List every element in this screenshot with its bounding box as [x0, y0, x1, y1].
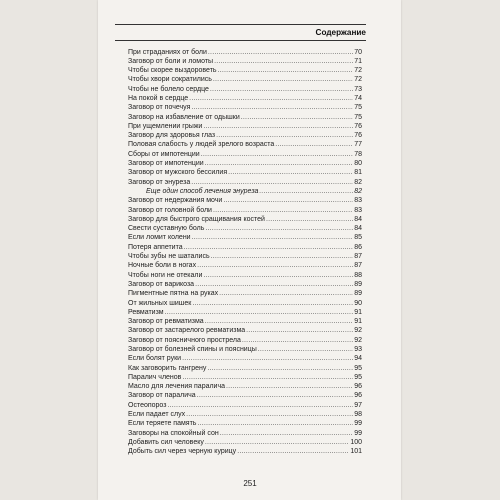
toc-entry-title: Заговор от боли и ломоты: [128, 57, 214, 65]
toc-entry-title: Ночные боли в ногах: [128, 262, 197, 270]
toc-entry: [128, 159, 362, 168]
toc-entry-title: Пигментные пятна на руках: [128, 290, 219, 298]
dot-leader: [184, 243, 354, 252]
toc-entry-title: Заговор для здоровья глаз: [128, 132, 216, 140]
toc-entry: [128, 168, 362, 177]
toc-entry-title: Заговор от недержания мочи: [128, 197, 223, 205]
dot-leader: [195, 280, 353, 289]
dot-leader: [203, 122, 353, 131]
toc-entry-title: Заговор от поясничного прострела: [128, 336, 241, 344]
toc-entry: [128, 280, 362, 289]
toc-entry-page: 96: [354, 392, 362, 400]
toc-entry-title: Добавить сил человеку: [128, 438, 204, 446]
toc-entry: [128, 345, 362, 354]
toc-entry: [128, 438, 362, 447]
toc-entry-page: 71: [354, 57, 362, 65]
toc-entry-page: 76: [354, 122, 362, 130]
toc-entry-title: Чтобы зубы не шатались: [128, 253, 210, 261]
dot-leader: [197, 419, 353, 428]
toc-entry-title: На покой в сердце: [128, 94, 189, 102]
toc-entry-title: Чтобы хвори сократились: [128, 76, 212, 84]
toc-entry-page: 72: [354, 67, 362, 75]
toc-entry-title: Заговор от импотенции: [128, 160, 204, 168]
toc-entry-page: 75: [354, 104, 362, 112]
dot-leader: [205, 438, 349, 447]
toc-entry-title: Сборы от импотенции: [128, 150, 200, 158]
toc-entry: [128, 57, 362, 66]
page-title: Содержание: [315, 28, 366, 37]
toc-entry: [128, 196, 362, 205]
toc-entry: [128, 215, 362, 224]
dot-leader: [203, 271, 353, 280]
dot-leader: [165, 308, 354, 317]
toc-entry: [128, 103, 362, 112]
toc-entry-page: 83: [354, 206, 362, 214]
toc-entry: [128, 308, 362, 317]
toc-entry: [128, 178, 362, 187]
toc-entry-page: 85: [354, 234, 362, 242]
dot-leader: [214, 57, 353, 66]
toc-entry-page: 76: [354, 132, 362, 140]
dot-leader: [205, 317, 354, 326]
toc-entry-title: От жильных шишек: [128, 299, 192, 307]
toc-entry-page: 91: [354, 318, 362, 326]
toc-entry-page: 74: [354, 94, 362, 102]
dot-leader: [223, 196, 353, 205]
toc-entry: [128, 299, 362, 308]
dot-leader: [241, 113, 353, 122]
toc-entry-page: 91: [354, 308, 362, 316]
page-number: 251: [243, 479, 257, 488]
dot-leader: [275, 140, 353, 149]
toc-entry: [128, 391, 362, 400]
dot-leader: [226, 382, 353, 391]
toc-entry: [128, 75, 362, 84]
dot-leader: [167, 401, 353, 410]
toc-entry-page: 86: [354, 243, 362, 251]
toc-entry: [128, 419, 362, 428]
toc-entry-page: 101: [350, 448, 362, 456]
toc-entry-title: Ревматизм: [128, 308, 164, 316]
toc-entry-title: Заговор от энуреза: [128, 178, 191, 186]
running-header: [115, 24, 366, 41]
dot-leader: [213, 206, 353, 215]
dot-leader: [237, 447, 349, 456]
toc-entry-title: Если теряете память: [128, 420, 197, 428]
toc-entry-title: При ущемлении грыжи: [128, 122, 203, 130]
toc-entry-page: 83: [354, 197, 362, 205]
dot-leader: [207, 364, 353, 373]
toc-entry: [128, 113, 362, 122]
dot-leader: [191, 178, 353, 187]
toc-entry: [128, 410, 362, 419]
dot-leader: [201, 150, 354, 159]
toc-entry-page: 77: [354, 141, 362, 149]
toc-entry-page: 99: [354, 429, 362, 437]
toc-entry-title: Еще один способ лечения энуреза: [146, 187, 259, 195]
dot-leader: [205, 159, 354, 168]
toc-entry-title: При страданиях от боли: [128, 48, 207, 56]
toc-entry-page: 82: [354, 178, 362, 186]
dot-leader: [242, 336, 353, 345]
toc-entry-title: Заговоры на спокойный сон: [128, 429, 219, 437]
toc-entry-title: Заговор для быстрого сращивания костей: [128, 215, 265, 223]
toc-entry-page: 98: [354, 411, 362, 419]
toc-entry: [128, 233, 362, 242]
toc-entry-title: Заговор на избавление от одышки: [128, 113, 240, 121]
toc-entry-page: 94: [354, 355, 362, 363]
toc-entry-page: 88: [354, 271, 362, 279]
dot-leader: [259, 187, 353, 196]
toc-entry: [128, 289, 362, 298]
toc-entry-title: Заговор от почечуя: [128, 104, 191, 112]
toc-entry-title: Остеопороз: [128, 401, 167, 409]
toc-entry: [128, 354, 362, 363]
dot-leader: [258, 345, 353, 354]
toc-entry-title: Заговор от паралича: [128, 392, 196, 400]
toc-entry-title: Заговор от головной боли: [128, 206, 212, 214]
toc-entry-page: 80: [354, 160, 362, 168]
toc-entry: [128, 261, 362, 270]
toc-entry: [128, 243, 362, 252]
toc-entry: [128, 187, 362, 196]
toc-entry-title: Чтобы ноги не отекали: [128, 271, 203, 279]
toc-entry-title: Чтобы скорее выздороветь: [128, 67, 217, 75]
toc-entry-title: Заговор от варикоза: [128, 280, 195, 288]
toc-entry: [128, 364, 362, 373]
toc-entry: [128, 206, 362, 215]
toc-entry: [128, 373, 362, 382]
toc-entry-page: 70: [354, 48, 362, 56]
toc-entry: [128, 150, 362, 159]
toc-entry: [128, 382, 362, 391]
toc-entry: [128, 48, 362, 57]
toc-entry: [128, 131, 362, 140]
toc-entry-page: 75: [354, 113, 362, 121]
toc-entry: [128, 326, 362, 335]
dot-leader: [220, 429, 353, 438]
dot-leader: [186, 410, 353, 419]
toc-entry: [128, 66, 362, 75]
toc-entry-page: 84: [354, 215, 362, 223]
toc-entry-page: 78: [354, 150, 362, 158]
toc-entry: [128, 447, 362, 456]
toc-entry-title: Как заговорить гангрену: [128, 364, 207, 372]
toc-entry-title: Добыть сил через черную курицу: [128, 448, 237, 456]
toc-entry-page: 96: [354, 383, 362, 391]
dot-leader: [246, 326, 353, 335]
toc-entry-title: Если болят руки: [128, 355, 182, 363]
dot-leader: [210, 85, 353, 94]
toc-entry-page: 89: [354, 280, 362, 288]
toc-entry: [128, 336, 362, 345]
toc-entry-page: 81: [354, 169, 362, 177]
dot-leader: [208, 48, 353, 57]
toc-entry-title: Масло для лечения паралича: [128, 383, 226, 391]
toc-entry-title: Заговор от мужского бессилия: [128, 169, 228, 177]
toc-entry: [128, 122, 362, 131]
dot-leader: [218, 66, 354, 75]
toc-entry: [128, 85, 362, 94]
toc-entry: [128, 94, 362, 103]
toc-entry-page: 72: [354, 76, 362, 84]
toc-entry-title: Паралич членов: [128, 373, 182, 381]
toc-entry-page: 95: [354, 364, 362, 372]
toc-entry-page: 90: [354, 299, 362, 307]
toc-entry: [128, 140, 362, 149]
toc-entry-page: 100: [350, 438, 362, 446]
toc-entry-title: Свести суставную боль: [128, 225, 205, 233]
toc-entry-page: 97: [354, 401, 362, 409]
dot-leader: [205, 224, 353, 233]
toc-entry: [128, 317, 362, 326]
toc-entry: [128, 271, 362, 280]
dot-leader: [228, 168, 353, 177]
toc-entry-page: 84: [354, 225, 362, 233]
toc-entry-page: 92: [354, 327, 362, 335]
toc-entry: [128, 401, 362, 410]
dot-leader: [219, 289, 353, 298]
toc-entry-page: 93: [354, 346, 362, 353]
dot-leader: [182, 373, 353, 382]
dot-leader: [192, 233, 354, 242]
dot-leader: [189, 94, 353, 103]
dot-leader: [197, 261, 353, 270]
toc-entry: [128, 252, 362, 261]
table-of-contents: [128, 48, 362, 457]
toc-entry-page: 99: [354, 420, 362, 428]
toc-entry-title: Заговор от застарелого ревматизма: [128, 327, 246, 335]
toc-entry-title: Если ломит колени: [128, 234, 191, 242]
dot-leader: [182, 354, 353, 363]
dot-leader: [216, 131, 353, 140]
toc-entry-page: 87: [354, 253, 362, 261]
toc-entry-page: 87: [354, 262, 362, 270]
dot-leader: [191, 103, 353, 112]
dot-leader: [192, 299, 353, 308]
toc-entry-page: 92: [354, 336, 362, 344]
toc-entry: [128, 224, 362, 233]
toc-entry: [128, 429, 362, 438]
toc-entry-title: Чтобы не болело сердце: [128, 85, 209, 93]
toc-entry-page: 89: [354, 290, 362, 298]
toc-entry-page: 82: [354, 187, 362, 195]
dot-leader: [213, 75, 353, 84]
toc-entry-page: 73: [354, 85, 362, 93]
toc-entry-title: Заговор от ревматизма: [128, 318, 204, 326]
dot-leader: [266, 215, 353, 224]
toc-entry-page: 95: [354, 373, 362, 381]
toc-entry-title: Половая слабость у людей зрелого возраста: [128, 141, 275, 149]
dot-leader: [197, 391, 354, 400]
toc-entry-title: Заговор от болезней спины и поясницы: [128, 346, 257, 353]
toc-entry-title: Потеря аппетита: [128, 243, 183, 251]
dot-leader: [211, 252, 354, 261]
toc-entry-title: Если падает слух: [128, 411, 186, 419]
